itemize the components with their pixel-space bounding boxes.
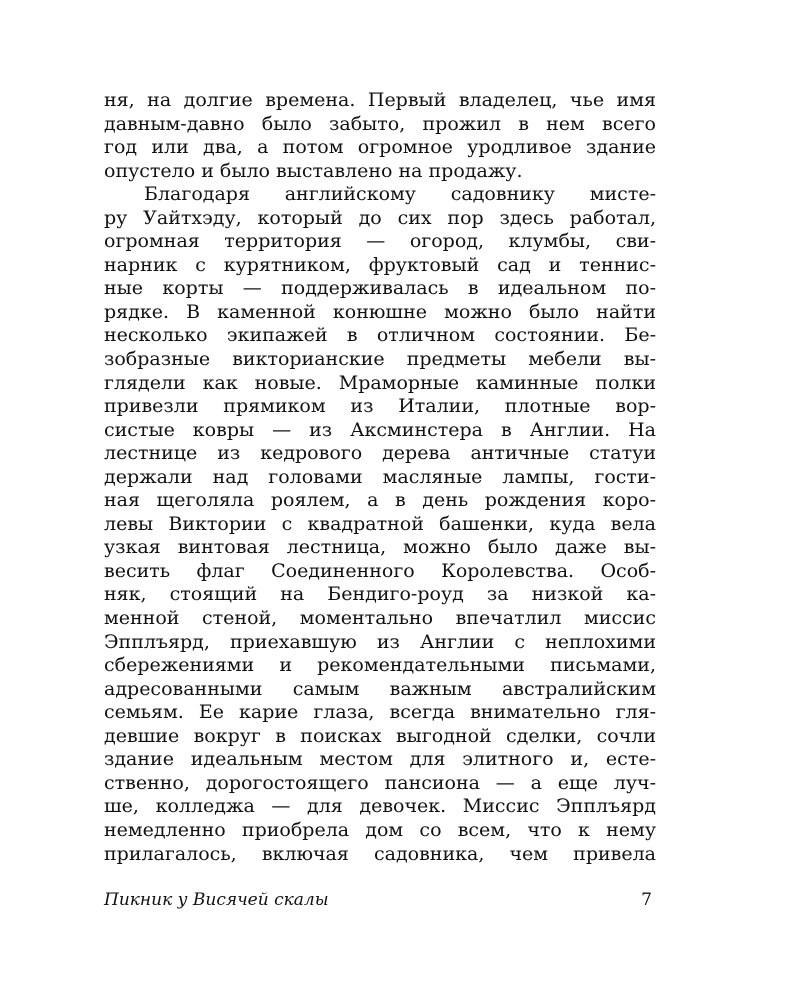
paragraph-start-line: Благодаря английскому садовнику мисте- bbox=[144, 183, 656, 206]
text-line: узкая винтовая лестница, можно было даже вы- bbox=[104, 536, 656, 559]
text-line: ные корты — поддерживалась в идеальном по- bbox=[104, 277, 656, 300]
text-line: привезли прямиком из Италии, плотные вор- bbox=[104, 395, 656, 418]
text-line: лестнице из кедрового дерева античные статуи bbox=[104, 442, 656, 465]
text-line: ная щеголяла роялем, а в день рождения коро- bbox=[104, 489, 656, 512]
text-line: девшие вокруг в поисках выгодной сделки, сочли bbox=[104, 724, 656, 747]
text-line: весить флаг Соединенного Королевства. Особ- bbox=[104, 559, 656, 582]
text-line: огромная территория — огород, клумбы, сви- bbox=[104, 230, 656, 253]
text-line: несколько экипажей в отличном состоянии. Бе- bbox=[104, 324, 656, 347]
text-line: глядели как новые. Мраморные каминные полки bbox=[104, 371, 656, 394]
text-line: няк, стоящий на Бендиго-роуд за низкой ка- bbox=[104, 583, 656, 606]
text-line: ше, колледжа — для девочек. Миссис Эпплъярд bbox=[104, 795, 656, 818]
text-line: год или два, а потом огромное уродливое здание bbox=[104, 136, 656, 159]
text-line: зобразные викторианские предметы мебели вы- bbox=[104, 348, 656, 371]
text-line: систые ковры — из Аксминстера в Англии. На bbox=[104, 418, 656, 441]
text-line: семьям. Ее карие глаза, всегда внимательно гля- bbox=[104, 701, 656, 724]
text-line: Эпплъярд, приехавшую из Англии с неплохими bbox=[104, 630, 656, 653]
text-line: менной стеной, моментально впечатлил миссис bbox=[104, 607, 656, 630]
running-title: Пикник у Висячей скалы bbox=[104, 890, 329, 910]
text-line: немедленно приобрела дом со всем, что к нему bbox=[104, 818, 656, 841]
text-line: здание идеальным местом для элитного и, есте- bbox=[104, 748, 656, 771]
text-line: левы Виктории с квадратной башенки, куда вела bbox=[104, 512, 656, 535]
text-line: давным-давно было забыто, прожил в нем всего bbox=[104, 112, 656, 135]
body-text bbox=[104, 89, 656, 866]
page-footer bbox=[104, 890, 656, 916]
text-line: прилагалось, включая садовника, чем привела bbox=[104, 842, 656, 865]
text-line: ня, на долгие времена. Первый владелец, чье имя bbox=[104, 89, 656, 111]
text-line: держали над головами масляные лампы, гости- bbox=[104, 465, 656, 488]
text-line: адресованными самым важным австралийским bbox=[104, 677, 656, 700]
text-line: ственно, дорогостоящего пансиона — а еще луч- bbox=[104, 771, 656, 794]
text-line: нарник с курятником, фруктовый сад и теннис- bbox=[104, 253, 656, 276]
text-line: сбережениями и рекомендательными письмами, bbox=[104, 654, 656, 677]
text-line: ру Уайтхэду, который до сих пор здесь работал, bbox=[104, 206, 656, 229]
text-line: опустело и было выставлено на продажу. bbox=[104, 159, 523, 182]
page-number: 7 bbox=[641, 890, 652, 910]
text-line: рядке. В каменной конюшне можно было найти bbox=[104, 300, 656, 323]
